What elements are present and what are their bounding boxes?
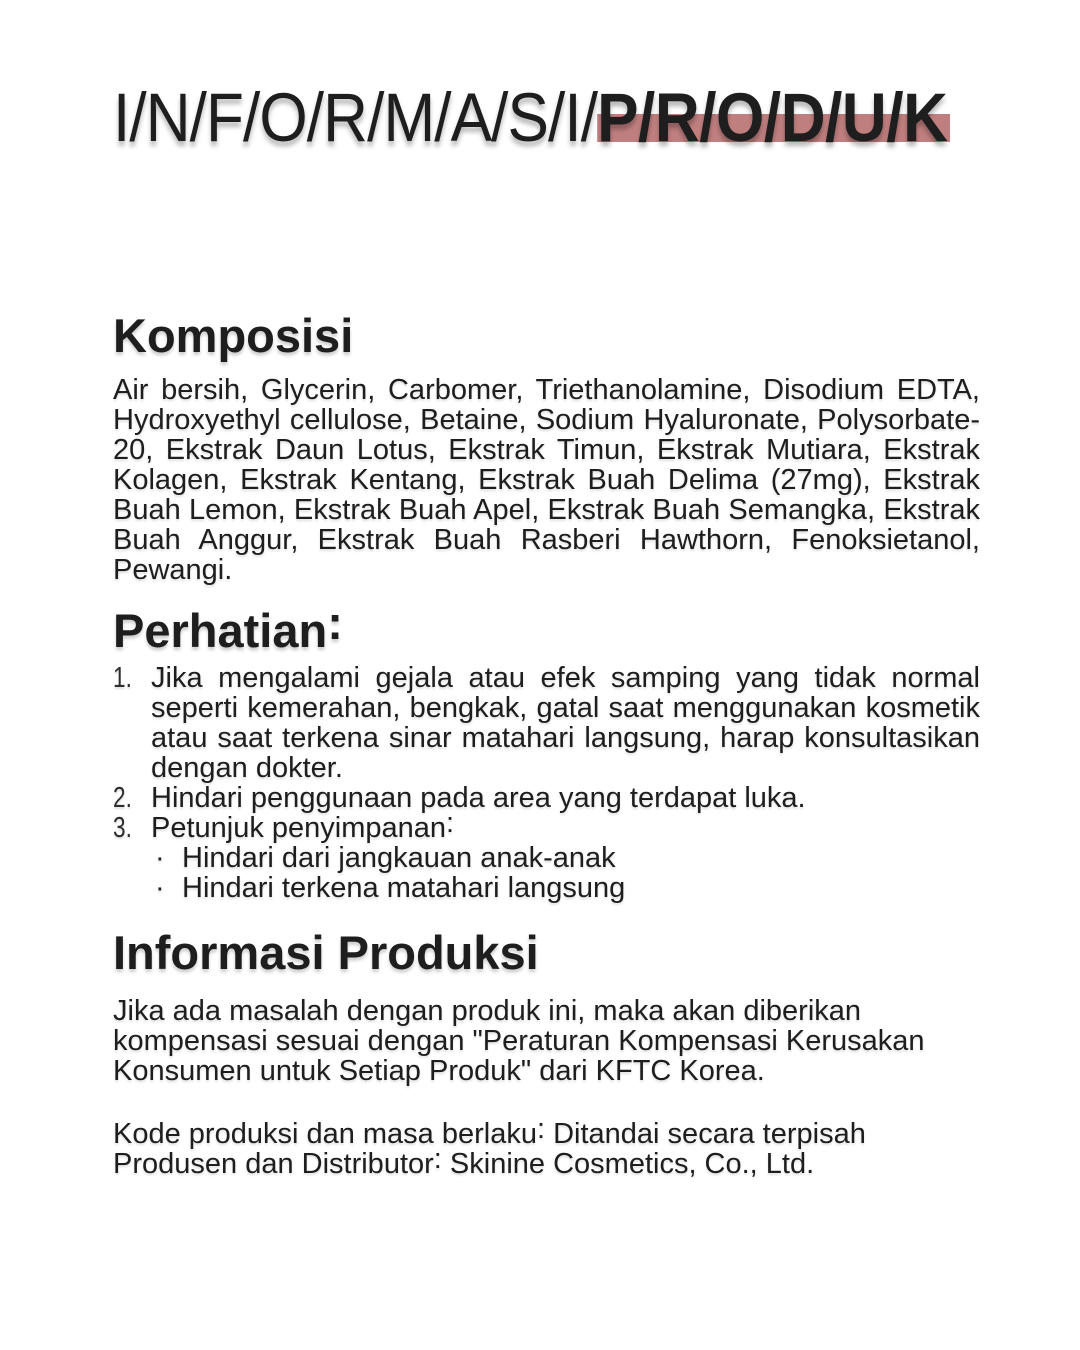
section-perhatian	[113, 595, 980, 904]
list-marker-2: 2.	[113, 782, 132, 814]
list-item-2-text: Hindari penggunaan pada area yang terdapat luka.	[151, 782, 806, 814]
section-informasi-produksi	[113, 927, 980, 1179]
production-code-line: Kode produksi dan masa berlaku: Ditandai secara terpisah	[113, 1112, 866, 1150]
title-thin-part: I/N/F/O/R/M/A/S/I/	[113, 79, 598, 156]
bullet-dot-icon: ·	[155, 872, 165, 904]
producer-distributor-line: Produsen dan Distributor: Skinine Cosmetics, Co., Ltd.	[113, 1142, 815, 1180]
sub-item-1	[155, 843, 980, 873]
komposisi-ingredients-text: Air bersih, Glycerin, Carbomer, Triethanolamine, Disodium EDTA, Hydroxyethyl cellulose, Betaine, Sodium Hyaluronate, Polysorbate-20, Ekstrak Daun Lotus, Ekstrak Timun, Ekstrak Mutiara, Ekstrak Kolagen, Ekstrak Kentang, Ekstrak Buah Delima (27mg), Ekstrak Buah Lemon, Ekstrak Buah Apel, Ekstrak Buah Semangka, Ekstrak Buah Anggur, Ekstrak Buah Rasberi Hawthorn, Fenoksietanol, Pewangi.	[113, 374, 980, 586]
list-marker-3: 3.	[113, 812, 132, 844]
section-komposisi	[113, 310, 980, 585]
sub-item-2	[155, 873, 980, 903]
perhatian-list	[113, 663, 980, 903]
compensation-paragraph: Jika ada masalah dengan produk ini, maka akan diberikan kompensasi sesuai dengan "Peraturan Kompensasi Kerusakan Konsumen untuk Setiap Produk" dari KFTC Korea.	[113, 995, 925, 1087]
list-item-3-text: Petunjuk penyimpanan:	[151, 806, 455, 844]
list-marker-1: 1.	[113, 662, 132, 694]
list-item-1-text: Jika mengalami gejala atau efek samping yang tidak normal seperti kemerahan, bengkak, gatal saat menggunakan kosmetik atau saat terkena sinar matahari langsung, harap konsultasikan dengan dokter.	[151, 662, 980, 784]
informasi-produksi-heading: Informasi Produksi	[113, 926, 539, 979]
perhatian-heading: Perhatian:	[113, 595, 343, 657]
list-item-1	[113, 663, 980, 783]
bullet-dot-icon: ·	[155, 842, 165, 874]
sub-item-1-text: Hindari dari jangkauan anak-anak	[182, 842, 616, 874]
list-item-3	[113, 806, 980, 844]
production-code-block	[113, 1112, 980, 1180]
komposisi-heading: Komposisi	[113, 309, 354, 362]
page-title	[113, 79, 948, 156]
list-item-2	[113, 783, 980, 813]
title-highlighted-part: P/R/O/D/U/K	[597, 79, 950, 156]
storage-sublist	[155, 843, 980, 903]
sub-item-2-text: Hindari terkena matahari langsung	[182, 872, 626, 904]
